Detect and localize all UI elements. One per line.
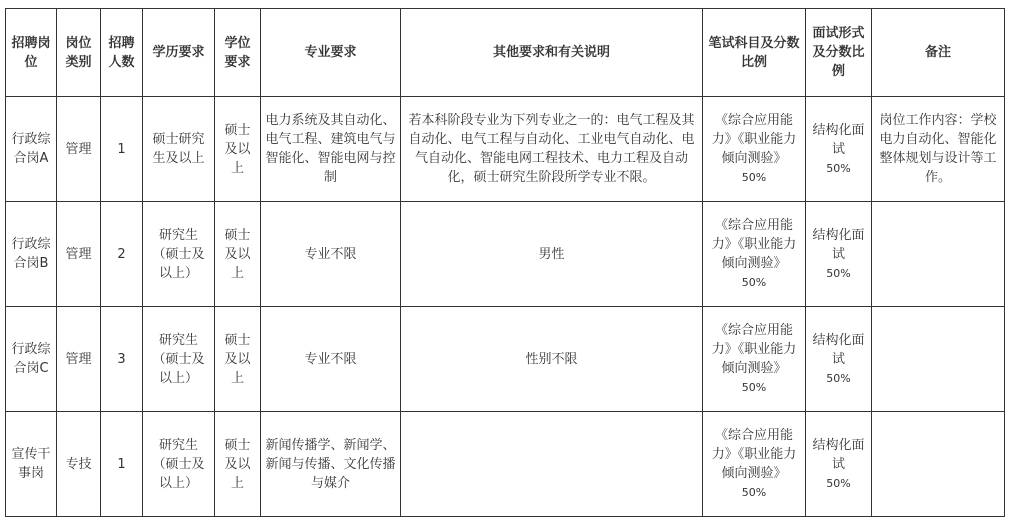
written-exam-percent: 50% bbox=[741, 276, 767, 289]
written-exam-percent: 50% bbox=[741, 486, 767, 499]
table-row bbox=[6, 202, 1005, 307]
written-exam-percent: 50% bbox=[741, 381, 767, 394]
table-row bbox=[6, 307, 1005, 412]
cell-degree: 硕士及以上 bbox=[215, 97, 261, 202]
cell-degree: 硕士及以上 bbox=[215, 307, 261, 412]
interview-percent: 50% bbox=[826, 266, 851, 280]
header-count: 招聘人数 bbox=[101, 9, 143, 97]
header-category: 岗位类别 bbox=[57, 9, 101, 97]
cell-other: 若本科阶段专业为下列专业之一的：电气工程及其自动化、电气工程与自动化、工业电气自动化、电气自动化、智能电网工程技术、电力工程及自动化，硕士研究生阶段所学专业不限。 bbox=[401, 97, 703, 202]
cell-position: 行政综合岗A bbox=[6, 97, 57, 202]
header-major: 专业要求 bbox=[261, 9, 401, 97]
cell-count: 3 bbox=[101, 307, 143, 412]
cell-written-exam bbox=[703, 202, 806, 307]
cell-position: 行政综合岗B bbox=[6, 202, 57, 307]
cell-education: 硕士研究生及以上 bbox=[143, 97, 215, 202]
written-exam-subjects: 《综合应用能力》《职业能力倾向测验》 bbox=[711, 323, 797, 376]
cell-degree: 硕士及以上 bbox=[215, 412, 261, 517]
cell-other bbox=[401, 412, 703, 517]
cell-count: 1 bbox=[101, 412, 143, 517]
written-exam-subjects: 《综合应用能力》《职业能力倾向测验》 bbox=[711, 428, 797, 481]
interview-form: 结构化面试 bbox=[812, 122, 865, 157]
written-exam-subjects: 《综合应用能力》《职业能力倾向测验》 bbox=[711, 218, 797, 271]
interview-form: 结构化面试 bbox=[812, 227, 865, 262]
interview-form: 结构化面试 bbox=[812, 332, 865, 367]
table-row bbox=[6, 97, 1005, 202]
header-education: 学历要求 bbox=[143, 9, 215, 97]
recruitment-table bbox=[5, 8, 1005, 517]
cell-interview bbox=[806, 307, 872, 412]
cell-major: 专业不限 bbox=[261, 307, 401, 412]
cell-count: 2 bbox=[101, 202, 143, 307]
header-note: 备注 bbox=[872, 9, 1005, 97]
interview-percent: 50% bbox=[826, 371, 851, 385]
interview-percent: 50% bbox=[826, 476, 851, 490]
cell-major: 新闻传播学、新闻学、新闻与传播、文化传播与媒介 bbox=[261, 412, 401, 517]
header-row bbox=[6, 9, 1005, 97]
interview-percent: 50% bbox=[826, 161, 851, 175]
cell-count: 1 bbox=[101, 97, 143, 202]
cell-education: 研究生（硕士及以上） bbox=[143, 202, 215, 307]
interview-form: 结构化面试 bbox=[812, 437, 865, 472]
cell-position: 宣传干事岗 bbox=[6, 412, 57, 517]
cell-education: 研究生（硕士及以上） bbox=[143, 412, 215, 517]
cell-written-exam bbox=[703, 412, 806, 517]
cell-category: 管理 bbox=[57, 307, 101, 412]
cell-position: 行政综合岗C bbox=[6, 307, 57, 412]
header-other: 其他要求和有关说明 bbox=[401, 9, 703, 97]
written-exam-subjects: 《综合应用能力》《职业能力倾向测验》 bbox=[711, 113, 797, 166]
cell-category: 管理 bbox=[57, 202, 101, 307]
cell-written-exam bbox=[703, 97, 806, 202]
header-written-exam: 笔试科目及分数比例 bbox=[703, 9, 806, 97]
table-row bbox=[6, 412, 1005, 517]
header-interview: 面试形式及分数比例 bbox=[806, 9, 872, 97]
cell-degree: 硕士及以上 bbox=[215, 202, 261, 307]
cell-other: 性别不限 bbox=[401, 307, 703, 412]
cell-note bbox=[872, 202, 1005, 307]
cell-other: 男性 bbox=[401, 202, 703, 307]
cell-note bbox=[872, 412, 1005, 517]
cell-note: 岗位工作内容：学校电力自动化、智能化整体规划与设计等工作。 bbox=[872, 97, 1005, 202]
cell-interview bbox=[806, 97, 872, 202]
cell-category: 管理 bbox=[57, 97, 101, 202]
cell-interview bbox=[806, 412, 872, 517]
cell-note bbox=[872, 307, 1005, 412]
header-position: 招聘岗位 bbox=[6, 9, 57, 97]
cell-major: 电力系统及其自动化、电气工程、建筑电气与智能化、智能电网与控制 bbox=[261, 97, 401, 202]
cell-interview bbox=[806, 202, 872, 307]
cell-written-exam bbox=[703, 307, 806, 412]
cell-category: 专技 bbox=[57, 412, 101, 517]
cell-education: 研究生（硕士及以上） bbox=[143, 307, 215, 412]
header-degree: 学位要求 bbox=[215, 9, 261, 97]
cell-major: 专业不限 bbox=[261, 202, 401, 307]
written-exam-percent: 50% bbox=[741, 171, 767, 184]
